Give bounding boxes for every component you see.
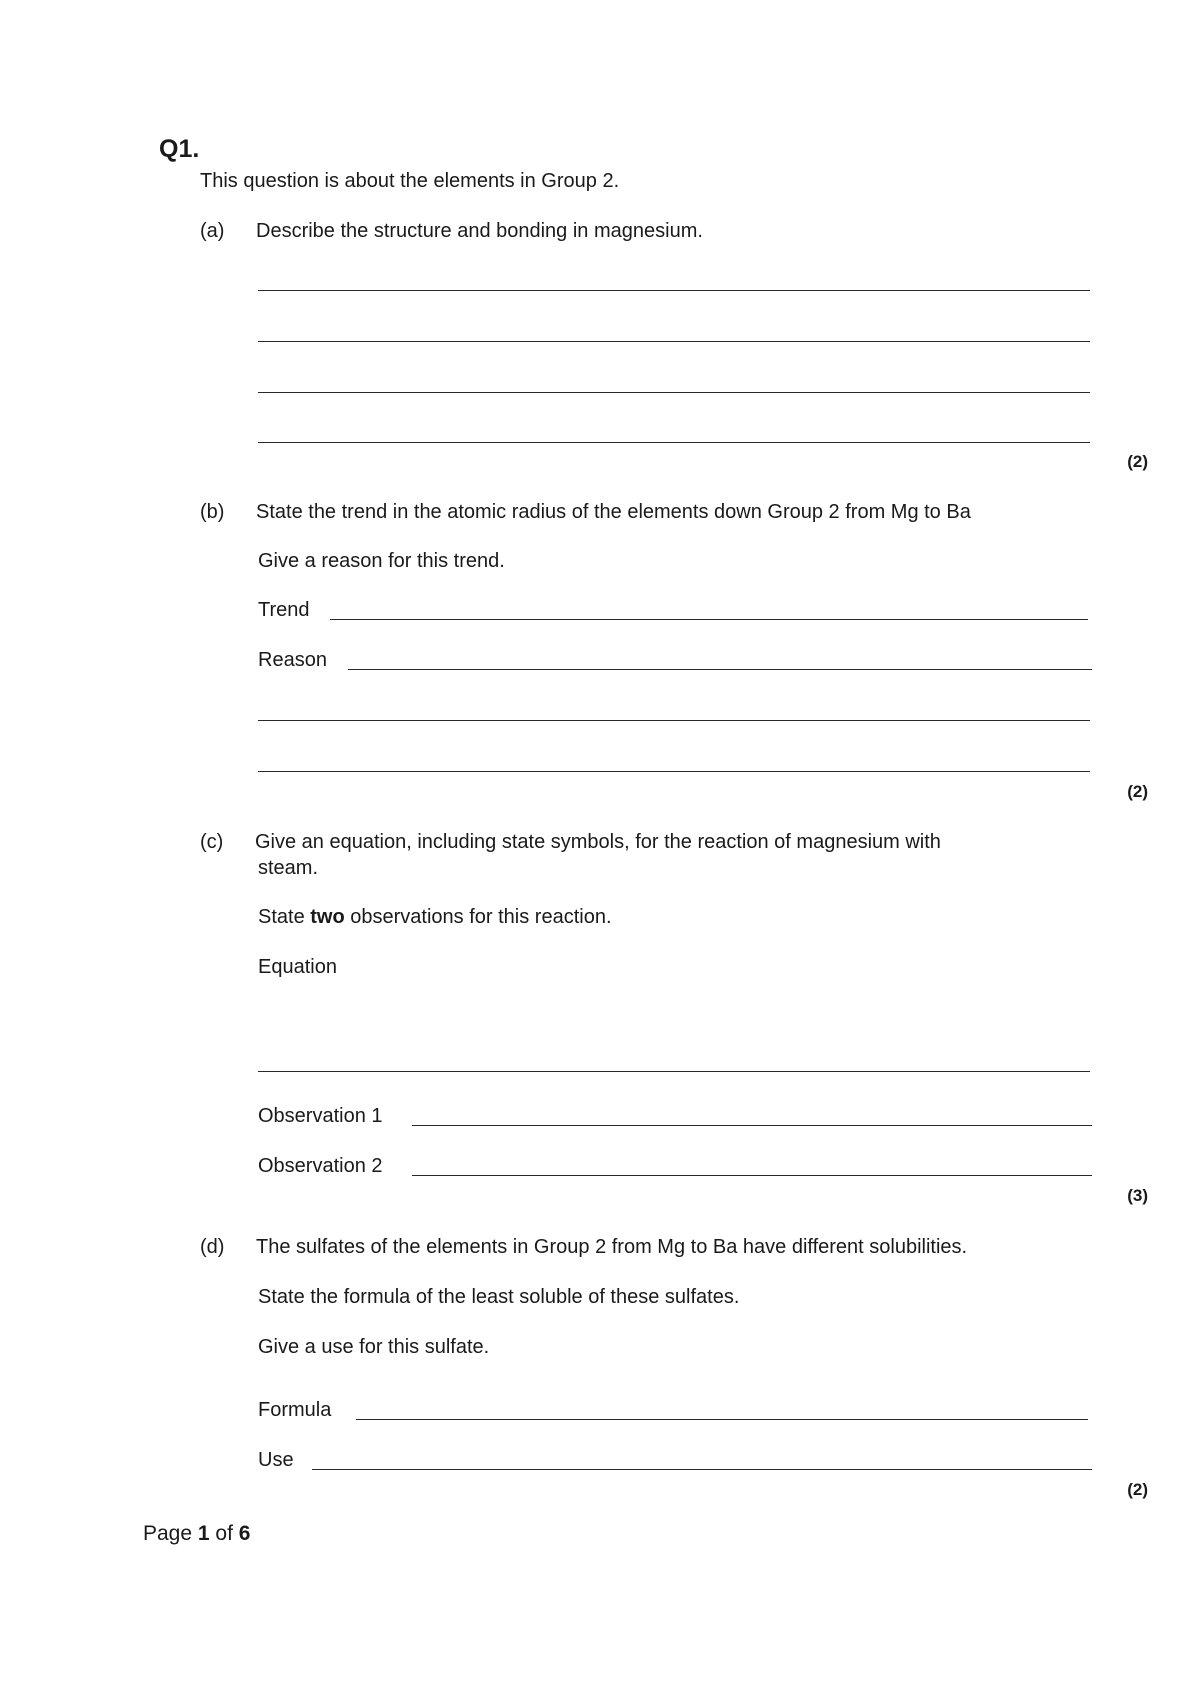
observation2-answer-line[interactable]	[412, 1175, 1092, 1176]
page-word: Page	[143, 1522, 193, 1545]
equation-label: Equation	[258, 956, 337, 978]
marks-a: (2)	[1127, 452, 1148, 471]
trend-answer-line[interactable]	[330, 619, 1088, 620]
question-intro: This question is about the elements in Group 2.	[200, 170, 620, 192]
reason-answer-line[interactable]	[348, 669, 1092, 670]
answer-line-a-4[interactable]	[258, 442, 1090, 443]
marks-c: (3)	[1127, 1186, 1148, 1205]
trend-label: Trend	[258, 599, 310, 621]
part-a-label: (a)	[200, 220, 225, 242]
use-answer-line[interactable]	[312, 1469, 1092, 1470]
instruction-post: observations for this reaction.	[350, 906, 612, 928]
page-total: 6	[238, 1522, 251, 1545]
instruction-pre: State	[258, 906, 305, 928]
marks-d: (2)	[1127, 1480, 1148, 1499]
answer-line-a-1[interactable]	[258, 290, 1090, 291]
of-word: of	[215, 1522, 233, 1545]
observation2-label: Observation 2	[258, 1155, 383, 1177]
page-current: 1	[197, 1522, 210, 1545]
answer-line-a-3[interactable]	[258, 392, 1090, 393]
part-d-prompt: The sulfates of the elements in Group 2 from Mg to Ba have different solubilities.	[256, 1236, 968, 1258]
part-c-prompt-line1: Give an equation, including state symbols, for the reaction of magnesium with	[255, 831, 941, 853]
reason-label: Reason	[258, 649, 327, 671]
part-d-label: (d)	[200, 1236, 225, 1258]
part-c-label: (c)	[200, 831, 224, 853]
answer-line-b-2[interactable]	[258, 771, 1090, 772]
answer-line-a-2[interactable]	[258, 341, 1090, 342]
part-b-prompt: State the trend in the atomic radius of the elements down Group 2 from Mg to Ba	[256, 501, 971, 523]
part-d-instruction1: State the formula of the least soluble of these sulfates.	[258, 1286, 740, 1308]
formula-label: Formula	[258, 1399, 332, 1421]
formula-answer-line[interactable]	[356, 1419, 1088, 1420]
page-indicator	[143, 1521, 250, 1547]
part-b-label: (b)	[200, 501, 225, 523]
question-number: Q1.	[159, 135, 200, 163]
marks-b: (2)	[1127, 782, 1148, 801]
equation-answer-line[interactable]	[258, 1071, 1090, 1072]
part-c-prompt-line2: steam.	[258, 857, 319, 879]
observation1-label: Observation 1	[258, 1105, 383, 1127]
observation1-answer-line[interactable]	[412, 1125, 1092, 1126]
part-d-instruction2: Give a use for this sulfate.	[258, 1336, 490, 1358]
part-b-instruction: Give a reason for this trend.	[258, 550, 505, 572]
answer-line-b-1[interactable]	[258, 720, 1090, 721]
use-label: Use	[258, 1449, 294, 1471]
part-c-instruction	[258, 905, 612, 929]
part-a-prompt: Describe the structure and bonding in magnesium.	[256, 220, 703, 242]
instruction-emphasis: two	[310, 906, 345, 928]
